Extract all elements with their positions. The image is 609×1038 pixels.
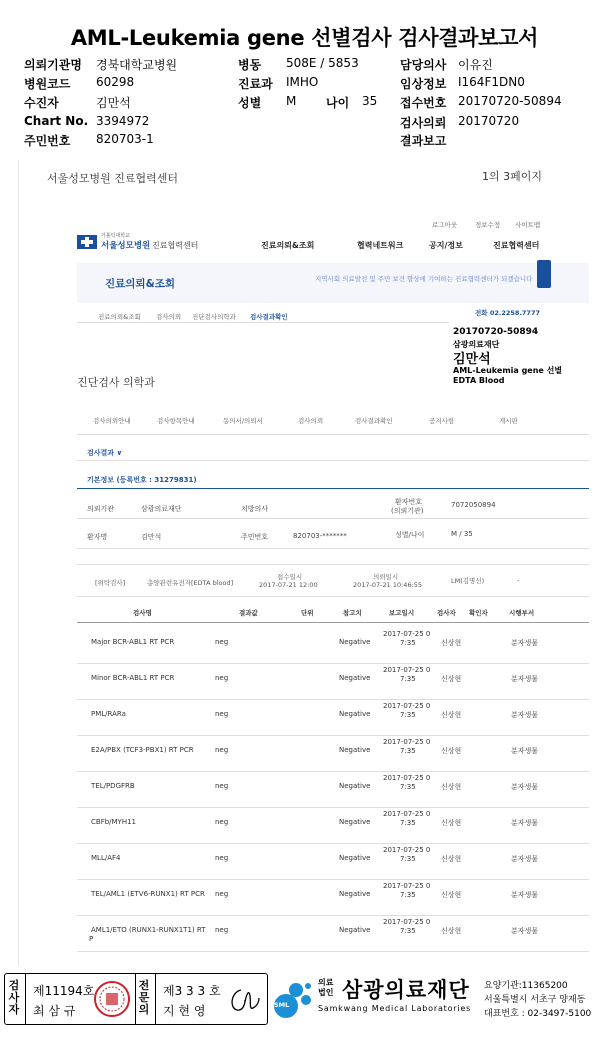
tab-consent[interactable]: 동의서/의뢰서 <box>223 417 263 425</box>
dept-cell: 분자생물 <box>511 855 539 863</box>
breadcrumb-item[interactable]: 진료의뢰&조회 <box>98 313 141 321</box>
section-title: 진료의뢰&조회 <box>105 278 176 290</box>
nav-request[interactable]: 진료의뢰&조회 <box>261 241 315 250</box>
order-req-value: 2017-07-21 10:46:55 <box>353 581 423 589</box>
report-footer <box>0 970 609 1038</box>
tester-license: 제11194호 <box>33 984 95 998</box>
reference-cell: Negative <box>339 890 371 898</box>
divider <box>77 564 589 565</box>
header-label: 담당의사 <box>400 58 447 72</box>
table-row <box>77 628 589 664</box>
divider <box>135 974 136 1024</box>
report-date-cell: 2017-07-25 0 <box>383 738 431 746</box>
report-date-cell: 2017-07-25 0 <box>383 774 431 782</box>
org-code: 요양기관:11365200 <box>484 981 568 991</box>
nav-center[interactable]: 진료협력센터 <box>493 241 540 250</box>
tester-signature-box <box>4 973 268 1025</box>
col-header: 검사자 <box>437 609 456 617</box>
label-char: 검 <box>8 979 20 992</box>
label-char: 전 <box>138 979 150 992</box>
header-age-value: 35 <box>362 94 378 108</box>
result-cell: neg <box>215 746 229 754</box>
order-req-label: 의뢰일시 <box>373 573 399 581</box>
divider <box>25 974 26 1024</box>
sitemap-link[interactable]: 사이트맵 <box>515 221 541 229</box>
info-value: M / 35 <box>451 530 473 538</box>
phone-number: 전화 02.2258.7777 <box>475 309 540 317</box>
order-type: [위탁검사] <box>95 579 126 587</box>
header-value: 20170720 <box>458 114 520 128</box>
table-row <box>77 664 589 700</box>
header-value: 508E / 5853 <box>286 56 359 70</box>
header-label: 주민번호 <box>24 134 71 148</box>
seal-stamp-icon <box>93 980 131 1018</box>
divider <box>77 548 589 549</box>
report-time-cell: 7:35 <box>400 891 416 899</box>
info-value: 7072050894 <box>451 501 496 509</box>
banner-text: 지역사회 의료발전 및 주민 보건 향상에 기여하는 진료협력센터가 되겠습니다 <box>315 275 533 283</box>
test-name-cell: AML1/ETO (RUNX1-RUNX1T1) RT <box>91 926 206 934</box>
label-patient: 김만석 <box>453 352 491 367</box>
col-header: 참고치 <box>343 609 362 617</box>
tester-cell: 신상현 <box>441 675 462 683</box>
report-time-cell: 7:35 <box>400 639 416 647</box>
org-type-line: 의료 <box>318 978 334 987</box>
label-org: 삼광의료재단 <box>453 340 500 349</box>
label-char: 자 <box>8 1003 20 1016</box>
table-row <box>77 700 589 736</box>
results-table-header <box>77 604 589 620</box>
result-toggle-link[interactable]: 검사결과 ∨ <box>87 449 123 457</box>
tester-cell: 신상현 <box>441 639 462 647</box>
header-label: 병원코드 <box>24 77 71 91</box>
specialist-name: 지 현 영 <box>163 1004 206 1018</box>
order-specimen: 총양관련유전자[EDTA blood] <box>147 579 234 587</box>
test-name-cell: E2A/PBX (TCF3-PBX1) RT PCR <box>91 746 194 754</box>
test-name-cell: PML/RARa <box>91 710 126 718</box>
col-header: 시행부서 <box>509 609 535 617</box>
label-specimen: EDTA Blood <box>453 376 505 385</box>
table-row <box>77 808 589 844</box>
nav-network[interactable]: 협력네트워크 <box>357 241 404 250</box>
label-test: AML-Leukemia gene 선별 <box>453 366 563 375</box>
header-label: 의뢰기관명 <box>24 58 82 72</box>
result-cell: neg <box>215 638 229 646</box>
table-row <box>77 844 589 880</box>
tab-result[interactable]: 검사결과확인 <box>355 417 393 425</box>
header-value: IMHO <box>286 75 319 89</box>
tab-notice[interactable]: 공지사항 <box>429 417 455 425</box>
info-value: 김만석 <box>141 533 162 541</box>
dept-cell: 분자생물 <box>511 675 539 683</box>
tester-label <box>7 980 21 1016</box>
org-name: 삼광의료재단 <box>342 978 470 1002</box>
col-header: 보고일시 <box>389 609 415 617</box>
report-time-cell: 7:35 <box>400 747 416 755</box>
tester-cell: 신상현 <box>441 783 462 791</box>
tester-cell: 신상현 <box>441 891 462 899</box>
signature-icon <box>223 982 263 1018</box>
report-time-cell: 7:35 <box>400 855 416 863</box>
report-title: AML-Leukemia gene 선별검사 검사결과보고서 <box>70 26 539 50</box>
info-value: 삼광의료재단 <box>141 505 182 513</box>
table-row <box>77 772 589 808</box>
header-value: 이유진 <box>458 58 493 72</box>
org-type-line: 법인 <box>318 988 334 997</box>
report-date-cell: 2017-07-25 0 <box>383 846 431 854</box>
result-cell: neg <box>215 710 229 718</box>
table-row <box>77 880 589 916</box>
report-date-cell: 2017-07-25 0 <box>383 630 431 638</box>
test-name-cont-cell: P <box>89 935 94 943</box>
header-label: 검사의뢰 <box>400 116 447 130</box>
order-lm: LM(김명선) <box>451 577 485 585</box>
report-date-cell: 2017-07-25 0 <box>383 882 431 890</box>
header-value: 김만석 <box>96 96 131 110</box>
tester-name: 최 삼 규 <box>33 1004 76 1018</box>
report-time-cell: 7:35 <box>400 675 416 683</box>
cross-logo-icon <box>77 234 97 248</box>
info-label: 환자명 <box>87 533 108 541</box>
header-label: 성별 <box>238 96 262 110</box>
report-time-cell: 7:35 <box>400 819 416 827</box>
reference-cell: Negative <box>339 854 371 862</box>
divider <box>77 596 589 597</box>
nav-notice[interactable]: 공지/정보 <box>429 241 463 250</box>
col-header: 확인자 <box>469 609 488 617</box>
org-address: 서울특별시 서초구 양재동 <box>484 995 586 1005</box>
sml-text: SML <box>274 1001 290 1009</box>
org-phone: 대표번호 : 02-3497-5100 <box>484 1009 592 1019</box>
label-char: 의 <box>138 1003 150 1016</box>
dept-title: 진단검사 의학과 <box>77 376 155 389</box>
header-value: 60298 <box>96 75 135 89</box>
divider <box>77 434 589 435</box>
reference-cell: Negative <box>339 674 371 682</box>
tester-cell: 신상현 <box>441 747 462 755</box>
table-row <box>77 736 589 772</box>
result-cell: neg <box>215 890 229 898</box>
test-name-cell: MLL/AF4 <box>91 854 121 862</box>
col-header: 검사명 <box>133 609 152 617</box>
header-label: Chart No. <box>24 114 89 128</box>
tester-cell: 신상현 <box>441 927 462 935</box>
header-value: 경북대학교병원 <box>96 58 178 72</box>
tab-board[interactable]: 게시판 <box>499 417 518 425</box>
dept-cell: 분자생물 <box>511 819 539 827</box>
test-name-cell: Minor BCR-ABL1 RT PCR <box>91 674 175 682</box>
dept-cell: 분자생물 <box>511 747 539 755</box>
breadcrumb-current[interactable]: 검사결과확인 <box>250 313 288 321</box>
dept-cell: 분자생물 <box>511 639 539 647</box>
info-label: 의뢰기관 <box>87 505 115 513</box>
breadcrumb-item[interactable]: 진단검사의학과 <box>192 313 236 321</box>
divider <box>155 974 156 1024</box>
info-label: 주민번호 <box>241 533 269 541</box>
tester-cell: 신상현 <box>441 711 462 719</box>
report-date-cell: 2017-07-25 0 <box>383 810 431 818</box>
report-time-cell: 7:35 <box>400 927 416 935</box>
divider <box>77 518 589 519</box>
result-cell: neg <box>215 818 229 826</box>
logo-small-text: 가톨릭대학교 <box>101 233 130 239</box>
header-label: 병동 <box>238 58 262 72</box>
report-date-cell: 2017-07-25 0 <box>383 702 431 710</box>
order-dash: - <box>517 576 520 584</box>
divider <box>77 460 589 461</box>
test-name-cell: CBFb/MYH11 <box>91 818 137 826</box>
header-value: 820703-1 <box>96 132 154 146</box>
label-char: 사 <box>8 991 20 1004</box>
header-label: 접수번호 <box>400 96 447 110</box>
test-name-cell: TEL/PDGFRB <box>91 782 135 790</box>
tab-guide[interactable]: 검사의뢰안내 <box>93 417 131 425</box>
reference-cell: Negative <box>339 746 371 754</box>
dept-cell: 분자생물 <box>511 783 539 791</box>
col-header: 결과값 <box>239 609 258 617</box>
col-header: 단위 <box>301 609 314 617</box>
header-label: 결과보고 <box>400 134 447 148</box>
reference-cell: Negative <box>339 710 371 718</box>
side-badge-icon <box>537 260 551 288</box>
scan-page-number: 1의 3페이지 <box>482 170 542 183</box>
logout-link[interactable]: 로그아웃 <box>432 221 458 229</box>
row-divider <box>77 951 589 952</box>
org-english-name: Samkwang Medical Laboratories <box>318 1004 472 1013</box>
tab-request[interactable]: 검사의뢰 <box>298 417 324 425</box>
tab-items[interactable]: 검사항목안내 <box>157 417 195 425</box>
reference-cell: Negative <box>339 638 371 646</box>
dept-cell: 분자생물 <box>511 927 539 935</box>
basic-info-title: 기본정보 (등록번호 : 31279831) <box>87 476 197 484</box>
info-label: (의뢰기관) <box>391 507 424 515</box>
info-label: 환자번호 <box>395 498 423 506</box>
report-date-cell: 2017-07-25 0 <box>383 666 431 674</box>
result-cell: neg <box>215 782 229 790</box>
scan-hospital-title: 서울성모병원 진료협력센터 <box>47 172 179 185</box>
header-age-label: 나이 <box>326 96 350 110</box>
specimen-label <box>449 322 589 388</box>
reference-cell: Negative <box>339 818 371 826</box>
info-label: 처방의사 <box>241 505 269 513</box>
table-row <box>77 916 589 952</box>
result-cell: neg <box>215 854 229 862</box>
order-recv-label: 접수일시 <box>277 573 303 581</box>
dept-cell: 분자생물 <box>511 891 539 899</box>
label-char: 문 <box>138 991 150 1004</box>
divider <box>77 488 589 489</box>
org-type <box>318 978 333 998</box>
report-date-cell: 2017-07-25 0 <box>383 918 431 926</box>
header-value: 20170720-50894 <box>458 94 562 108</box>
header-label: 임상정보 <box>400 77 447 91</box>
info-label: 성별/나이 <box>395 531 425 539</box>
test-name-cell: Major BCR-ABL1 RT PCR <box>91 638 175 646</box>
edit-info-link[interactable]: 정보수정 <box>475 221 501 229</box>
reference-cell: Negative <box>339 782 371 790</box>
result-cell: neg <box>215 926 229 934</box>
divider <box>77 622 589 623</box>
logo-main-text: 서울성모병원 <box>101 241 151 251</box>
reference-cell: Negative <box>339 926 371 934</box>
tester-cell: 신상현 <box>441 855 462 863</box>
header-value: 3394972 <box>96 114 150 128</box>
logo-sub-text: 진료협력센터 <box>152 241 199 250</box>
scanned-result-page <box>18 160 588 966</box>
result-cell: neg <box>215 674 229 682</box>
dept-cell: 분자생물 <box>511 711 539 719</box>
tester-cell: 신상현 <box>441 819 462 827</box>
breadcrumb-item[interactable]: 검사의뢰 <box>156 313 182 321</box>
header-label: 수진자 <box>24 96 59 110</box>
info-value: 820703-******* <box>293 532 347 540</box>
report-time-cell: 7:35 <box>400 783 416 791</box>
label-accession: 20170720-50894 <box>453 327 539 337</box>
report-time-cell: 7:35 <box>400 711 416 719</box>
test-name-cell: TEL/AML1 (ETV6-RUNX1) RT PCR <box>91 890 205 898</box>
header-value: M <box>286 94 297 108</box>
specialist-label <box>137 980 151 1016</box>
sml-logo-icon <box>272 976 316 1020</box>
specialist-license: 제3 3 3 호 <box>163 984 221 998</box>
order-recv-value: 2017-07-21 12:00 <box>259 581 318 589</box>
header-label: 진료과 <box>238 77 273 91</box>
header-value: I164F1DN0 <box>458 75 525 89</box>
